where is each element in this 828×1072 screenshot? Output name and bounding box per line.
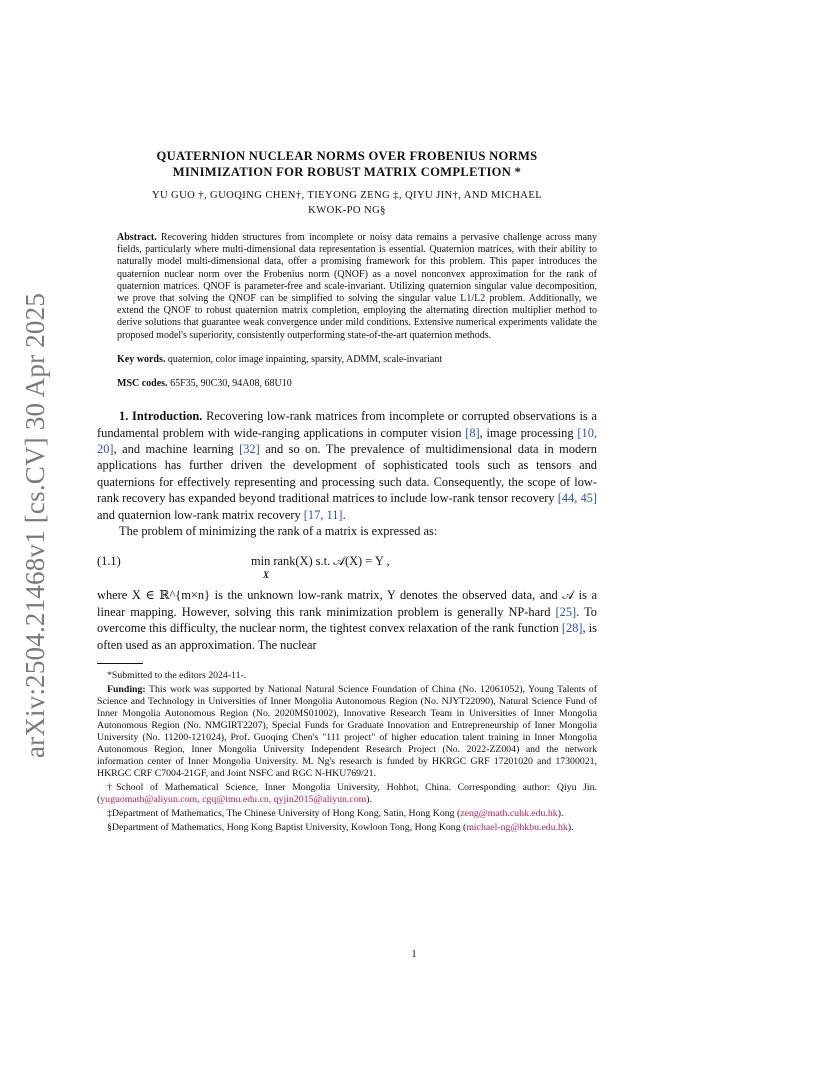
affiliation-text: ). — [557, 808, 564, 820]
abstract-text: Recovering hidden structures from incomplete or noisy data remains a pervasive challenge across many fields, particularly where multi-dimensional data representation is essential. Quaternion matrices, with their ability to naturally model multi-dimensional data, offer a promising framework for this problem. This paper introduces the quaternion nuclear norm over the Frobenius norm (QNOF) as a novel nonconvex approximation for the rank of quaternion matrices. QNOF is parameter-free and scale-invariant. Utilizing quaternion singular value decomposition, we prove that solving the QNOF can be simplified to solving the singular value L1/L2 problem. Additionally, we extend the QNOF to robust quaternion matrix completion, employing the alternating direction multiplier method to derive solutions that guarantee weak convergence under mild conditions. Extensive numerical experiments validate the proposed model's superiority, consistently outperforming state-of-the-art quaternion methods. — [117, 232, 598, 341]
title-line-2: MINIMIZATION FOR ROBUST MATRIX COMPLETION * — [172, 165, 522, 179]
citation-link[interactable]: [44, 45] — [557, 491, 597, 506]
intro-text: , and machine learning — [113, 442, 240, 457]
funding-label: Funding: — [107, 684, 146, 696]
equation-number: (1.1) — [97, 554, 121, 569]
page-number: 1 — [411, 948, 417, 960]
citation-link[interactable]: [8] — [465, 425, 480, 440]
intro-text: and quaternion low-rank matrix recovery — [97, 507, 304, 522]
citation-link[interactable]: [28] — [561, 621, 583, 636]
footnote-affiliation-1 — [97, 782, 597, 806]
footnote-rule — [97, 663, 143, 664]
intro-paragraph-2: The problem of minimizing the rank of a matrix is expressed as: — [119, 524, 438, 539]
intro-text: . — [342, 507, 346, 522]
citation-link[interactable]: [17, 11] — [303, 507, 343, 522]
abstract-label: Abstract. — [117, 232, 157, 243]
keywords-label: Key words. — [117, 353, 166, 365]
citation-link[interactable]: [25] — [555, 604, 577, 619]
introduction-section — [97, 408, 597, 653]
email-link[interactable]: zeng@math.cuhk.edu.hk — [460, 808, 558, 820]
section-heading: 1. Introduction. — [119, 409, 203, 424]
authors-line-1: YU GUO †, GUOQING CHEN†, TIEYONG ZENG ‡, QIYU JIN†, AND MICHAEL — [151, 190, 543, 201]
footnote-submitted: *Submitted to the editors 2024-11-. — [107, 670, 247, 682]
keywords-text: quaternion, color image inpainting, sparsity, ADMM, scale-invariant — [167, 353, 443, 365]
intro-text: . To overcome this difficulty, the nuclear norm, the tightest convex relaxation of the rank function — [97, 604, 597, 636]
intro-text: , image processing — [479, 425, 578, 440]
abstract — [117, 232, 597, 342]
intro-text: where X ∈ ℝ^{m×n} is the unknown low-rank matrix, Y denotes the observed data, and 𝒜 is a linear mapping. However, solving this rank minimization problem is generally NP-hard — [97, 588, 597, 619]
intro-text: , is often used as an approximation. The nuclear — [97, 621, 597, 652]
msc-label: MSC codes. — [117, 378, 168, 390]
affiliation-text: ‡Department of Mathematics, The Chinese University of Hong Kong, Satin, Hong Kong ( — [107, 808, 461, 820]
authors-line-2: KWOK-PO NG§ — [308, 205, 386, 216]
footnote-affiliation-3 — [97, 822, 597, 834]
footnotes — [97, 663, 597, 834]
email-link[interactable]: michael-ng@hkbu.edu.hk — [466, 822, 568, 834]
funding-text: This work was supported by National Natural Science Foundation of China (No. 12061052), Young Talents of Science and Technology in Universities of Inner Mongolia Autonomous Region (No. NJYT22090), Natural Science Fund of Inner Mongolia Autonomous Region (No. 2020MS01002), Innovative Research Team in Universities of Inner Mongolia Autonomous Region (No. NMGIRT2207), Special Funds for Graduate Innovation and Entrepreneurship of Inner Mongolia University (No. 11200-121024), Prof. Guoqing Chen's "111 project" of higher education talent training in Inner Mongolia Autonomous Region, Inner Mongolia University Independent Research Project (No. 2022-ZZ004) and the network information center of Inner Mongolia University. M. Ng's research is funded by HKRGC GRF 17201020 and 17300021, HKRGC CRF C7004-21GF, and Joint NSFC and RGC N-HKU769/21. — [97, 684, 597, 780]
intro-text: and so on. The prevalence of multidimensional data in modern applications has further driven the development of sophisticated tools such as tensors and quaternions for effectively representing and processing such data. Consequently, the scope of low-rank recovery has expanded beyond traditional matrices to include low-rank tensor recovery — [97, 442, 597, 506]
equation-expression: min rank(X) s.t. 𝒜(X) = Y , — [251, 554, 390, 569]
citation-link[interactable]: [10, 20] — [97, 425, 597, 457]
affiliation-text: †School of Mathematical Science, Inner Mongolia University, Hohhot, China. Corresponding author: Qiyu Jin. ( — [97, 782, 597, 806]
footnote-affiliation-2 — [97, 808, 597, 820]
footnote-funding — [97, 684, 597, 780]
intro-paragraph-3 — [97, 587, 597, 653]
arxiv-stamp — [14, 285, 58, 765]
keywords — [117, 354, 597, 366]
equation-1-1 — [97, 547, 597, 581]
msc-codes — [117, 378, 597, 390]
title-line-1: QUATERNION NUCLEAR NORMS OVER FROBENIUS NORMS — [156, 149, 538, 163]
intro-paragraph-1 — [97, 408, 597, 523]
author-list — [97, 188, 597, 218]
intro-text: Recovering low-rank matrices from incomplete or corrupted observations is a fundamental problem with wide-ranging applications in computer vision — [97, 409, 597, 440]
page-content — [97, 148, 597, 836]
email-link[interactable]: yuguomath@aliyun.com, cgq@imu.edu.cn, qyjin2015@aliyun.com — [100, 794, 367, 806]
paper-title — [97, 148, 597, 180]
citation-link[interactable]: [32] — [239, 442, 260, 457]
arxiv-identifier: arXiv:2504.21468v1 [cs.CV] 30 Apr 2025 — [20, 292, 51, 758]
affiliation-text: ). — [567, 822, 574, 834]
affiliation-text: §Department of Mathematics, Hong Kong Baptist University, Kowloon Tong, Hong Kong ( — [107, 822, 467, 834]
equation-subscript: X — [263, 570, 270, 581]
msc-text: 65F35, 90C30, 94A08, 68U10 — [170, 378, 292, 390]
affiliation-text: ). — [366, 794, 372, 806]
